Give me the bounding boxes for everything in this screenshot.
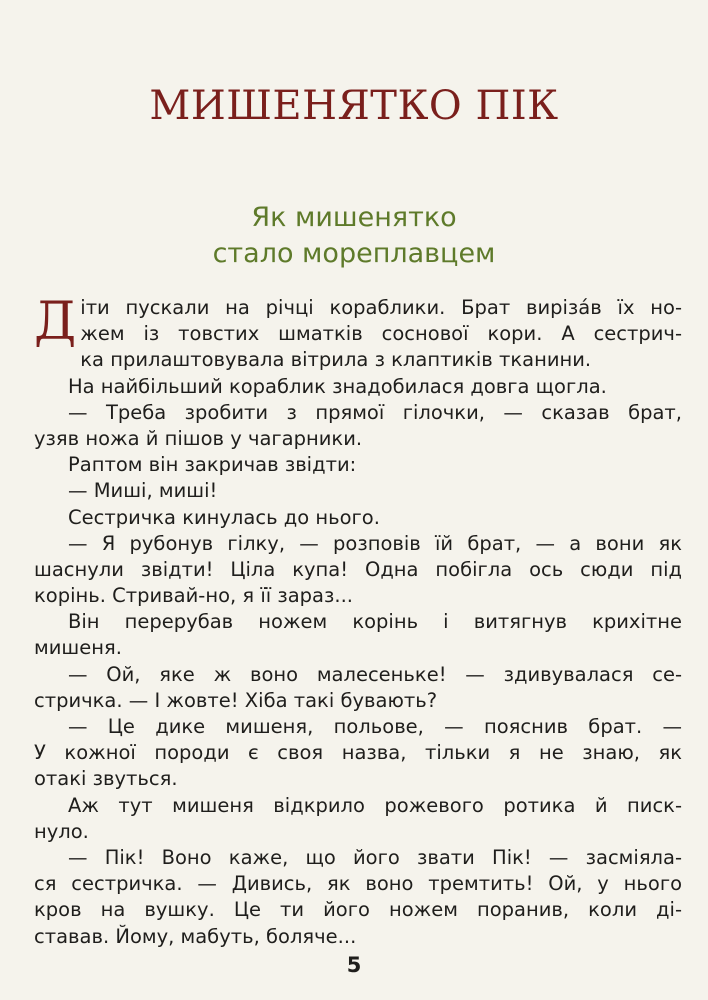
drop-cap: Д: [34, 292, 77, 352]
subtitle-line: Як мишенятко: [251, 202, 457, 233]
text-line: узяв ножа й пішов у чагарники.: [34, 426, 363, 450]
story-text: [34, 292, 682, 950]
text-line: кров на вушку. Це ти його ножем поранив, коли ді-: [34, 898, 682, 922]
text-line: мишеня.: [34, 636, 122, 660]
text-line: — Я рубонув гілку, — розповів їй брат, — а вони як: [68, 531, 682, 555]
text-line: — Ой, яке ж воно малесеньке! — здивувалася се-: [68, 662, 682, 686]
text-line: Аж тут мишеня відкрило рожевого ротика й писк-: [68, 793, 682, 817]
chapter-subtitle: [0, 200, 708, 272]
text-line: отакі звуться.: [34, 767, 178, 791]
text-line: нуло.: [34, 819, 89, 843]
text-line: стричка. — І жовте! Хіба такі бувають?: [34, 688, 438, 712]
text-line: На найбільший кораблик знадобилася довга щогла.: [68, 374, 607, 398]
text-line: Сестричка кинулась до нього.: [68, 505, 380, 529]
text-line: — Це дике мишеня, польове, — пояснив брат. —: [68, 715, 682, 738]
page-number: 5: [346, 953, 362, 977]
text-line: корінь. Стривай-но, я її зараз...: [34, 584, 353, 608]
text-line: У кожної породи є своя назва, тільки я не знаю, як: [34, 741, 682, 765]
text-line: Раптом він закричав звідти:: [68, 453, 357, 477]
text-line: ка прилаштовувала вітрила з клаптиків тканини.: [80, 348, 592, 372]
text-line: ставав. Йому, мабуть, боляче...: [34, 924, 357, 948]
text-line: — Пік! Воно каже, що його звати Пік! — засміяла-: [68, 845, 682, 869]
text-line: ся сестричка. — Дивись, як воно тремтить! Ой, у нього: [34, 872, 682, 896]
text-line: шаснули звідти! Ціла купа! Одна побігла ось сюди під: [34, 557, 682, 581]
text-line: — Треба зробити з прямої гілочки, — сказав брат,: [68, 400, 682, 424]
text-line: жем із товстих шматків соснової кори. А сестрич-: [80, 322, 682, 346]
text-line: — Миші, миші!: [68, 479, 218, 503]
text-line: іти пускали на річці кораблики. Брат вирізáв їх но-: [80, 296, 682, 319]
subtitle-line: стало мореплавцем: [212, 238, 496, 269]
text-line: Він перерубав ножем корінь і витягнув крихітне: [68, 610, 682, 634]
chapter-title: МИШЕНЯТКО ПІК: [149, 83, 559, 129]
